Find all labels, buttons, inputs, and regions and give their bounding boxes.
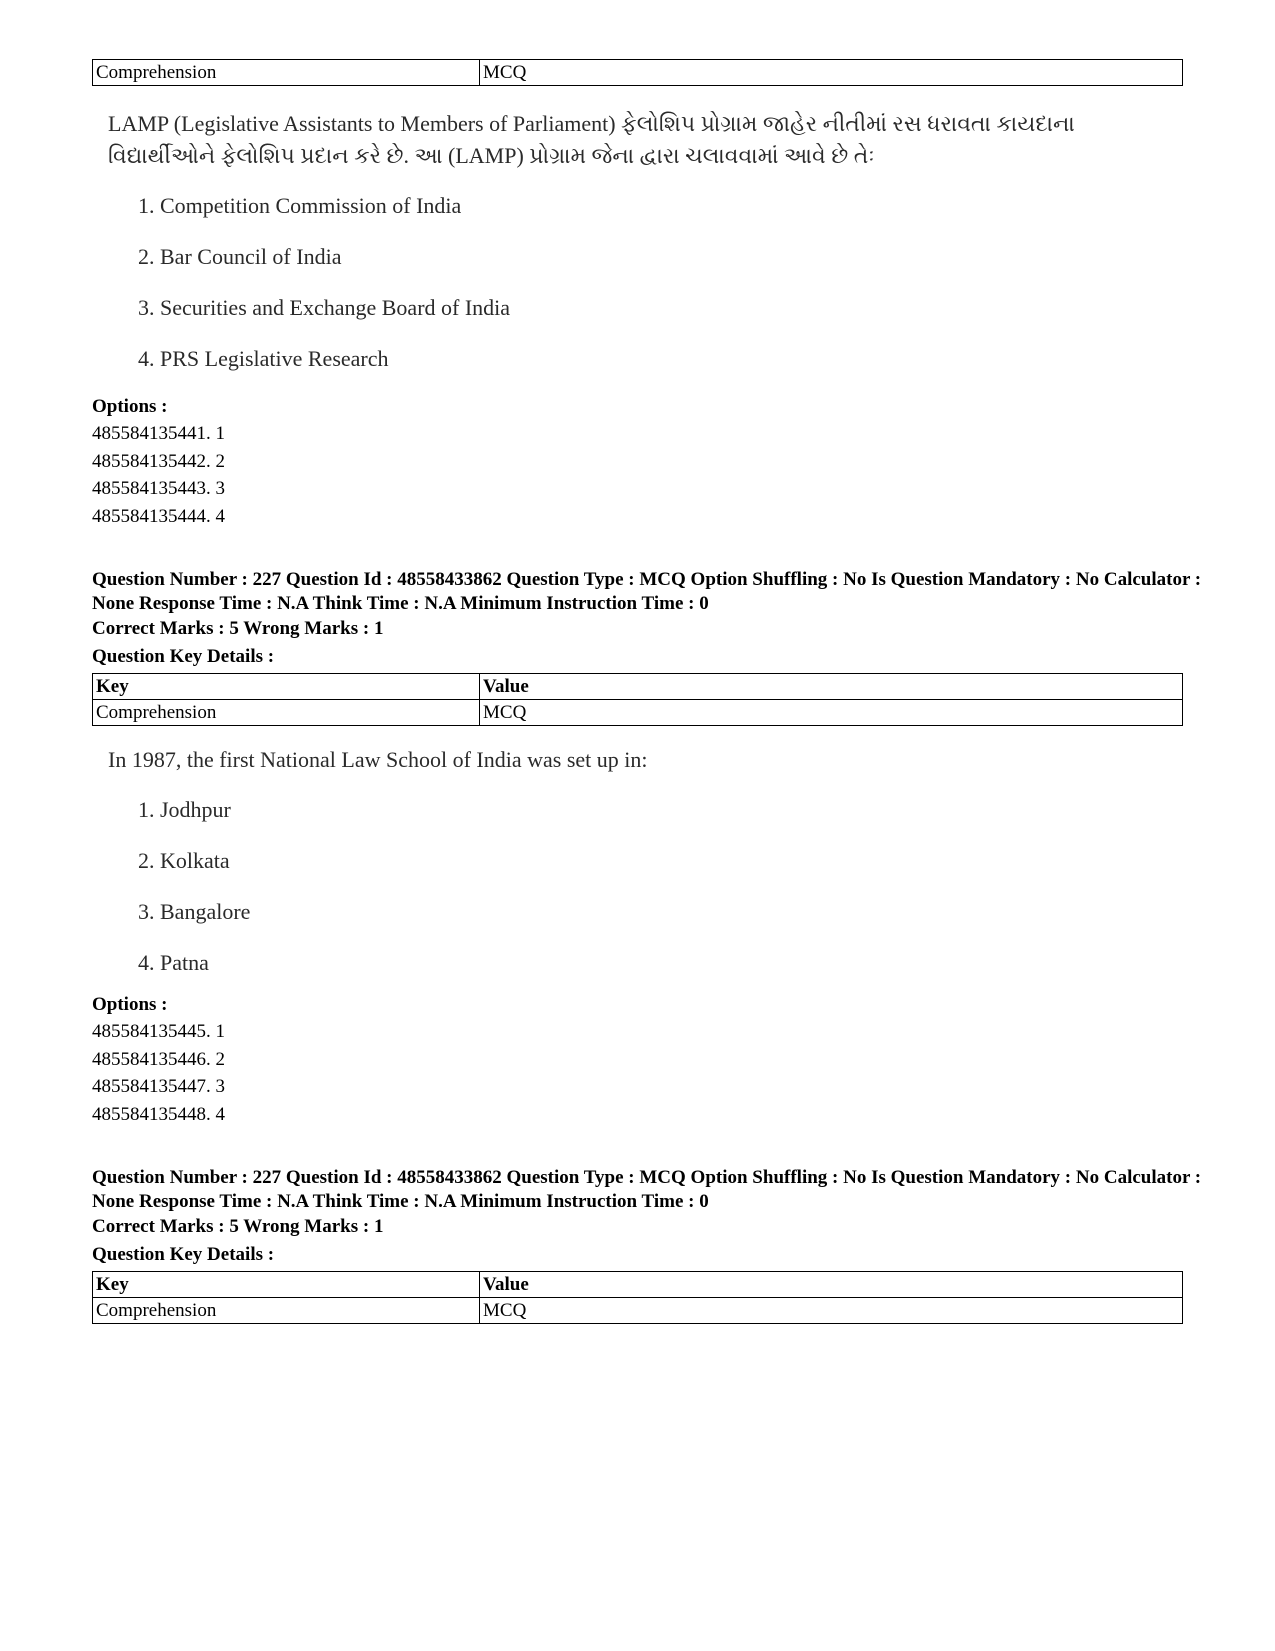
question-key-table: [92, 1271, 1183, 1324]
option-item: 485584135443. 3: [92, 478, 225, 499]
options-label: Options :: [92, 396, 168, 417]
key-details-label: Question Key Details :: [92, 1244, 275, 1265]
option-item: 485584135448. 4: [92, 1104, 225, 1125]
question-image: [108, 108, 1108, 172]
choice-item: 3. Securities and Exchange Board of India: [138, 295, 511, 320]
choice-item: 4. PRS Legislative Research: [138, 346, 389, 371]
option-item: 485584135441. 1: [92, 423, 225, 444]
header-value: Value: [480, 674, 1183, 700]
question-meta: Question Number : 227 Question Id : 48558433862 Question Type : MCQ Option Shuffling : No Is Question Mandatory : No Calculator : None Response Time : N.A Think Time : N.A Minimum Instruction Time : 0: [92, 569, 1202, 614]
option-item: 485584135444. 4: [92, 506, 225, 527]
header-value: Value: [480, 1272, 1183, 1298]
table-row: [93, 1298, 1183, 1324]
key-cell: Comprehension: [93, 1298, 480, 1324]
option-item: 485584135446. 2: [92, 1049, 225, 1070]
option-item: 485584135442. 2: [92, 451, 225, 472]
table-row: [93, 700, 1183, 726]
question-key-table: [92, 673, 1183, 726]
question-key-table: [92, 59, 1183, 86]
table-header-row: [93, 674, 1183, 700]
value-cell: MCQ: [480, 1298, 1183, 1324]
choice-item: 3. Bangalore: [138, 899, 251, 924]
options-label: Options :: [92, 994, 168, 1015]
key-cell: Comprehension: [93, 60, 480, 86]
question-meta: Question Number : 227 Question Id : 48558433862 Question Type : MCQ Option Shuffling : No Is Question Mandatory : No Calculator : None Response Time : N.A Think Time : N.A Minimum Instruction Time : 0: [92, 1167, 1202, 1212]
choice-item: 2. Kolkata: [138, 848, 230, 873]
question-stem: In 1987, the first National Law School of India was set up in:: [108, 747, 648, 772]
table-row: [93, 60, 1183, 86]
option-item: 485584135447. 3: [92, 1076, 225, 1097]
marks-line: Correct Marks : 5 Wrong Marks : 1: [92, 618, 384, 639]
header-key: Key: [93, 1272, 480, 1298]
choice-item: 4. Patna: [138, 950, 209, 975]
question-stem: LAMP (Legislative Assistants to Members of Parliament) ફેલોશિપ પ્રોગ્રામ જાહેર નીતીમાં રસ ધરાવતા કાયદાના વિદ્યાર્થીઓને ફેલોશિપ પ્રદાન કરે છે. આ (LAMP) પ્રોગ્રામ જેના દ્વારા ચલાવવામાં આવે છે તેઃ: [108, 111, 1075, 168]
option-item: 485584135445. 1: [92, 1021, 225, 1042]
header-key: Key: [93, 674, 480, 700]
key-details-label: Question Key Details :: [92, 646, 275, 667]
choice-item: 2. Bar Council of India: [138, 244, 342, 269]
marks-line: Correct Marks : 5 Wrong Marks : 1: [92, 1216, 384, 1237]
choice-item: 1. Competition Commission of India: [138, 193, 462, 218]
value-cell: MCQ: [480, 60, 1183, 86]
value-cell: MCQ: [480, 700, 1183, 726]
table-header-row: [93, 1272, 1183, 1298]
key-cell: Comprehension: [93, 700, 480, 726]
choice-item: 1. Jodhpur: [138, 797, 231, 822]
question-image: [108, 744, 1108, 776]
